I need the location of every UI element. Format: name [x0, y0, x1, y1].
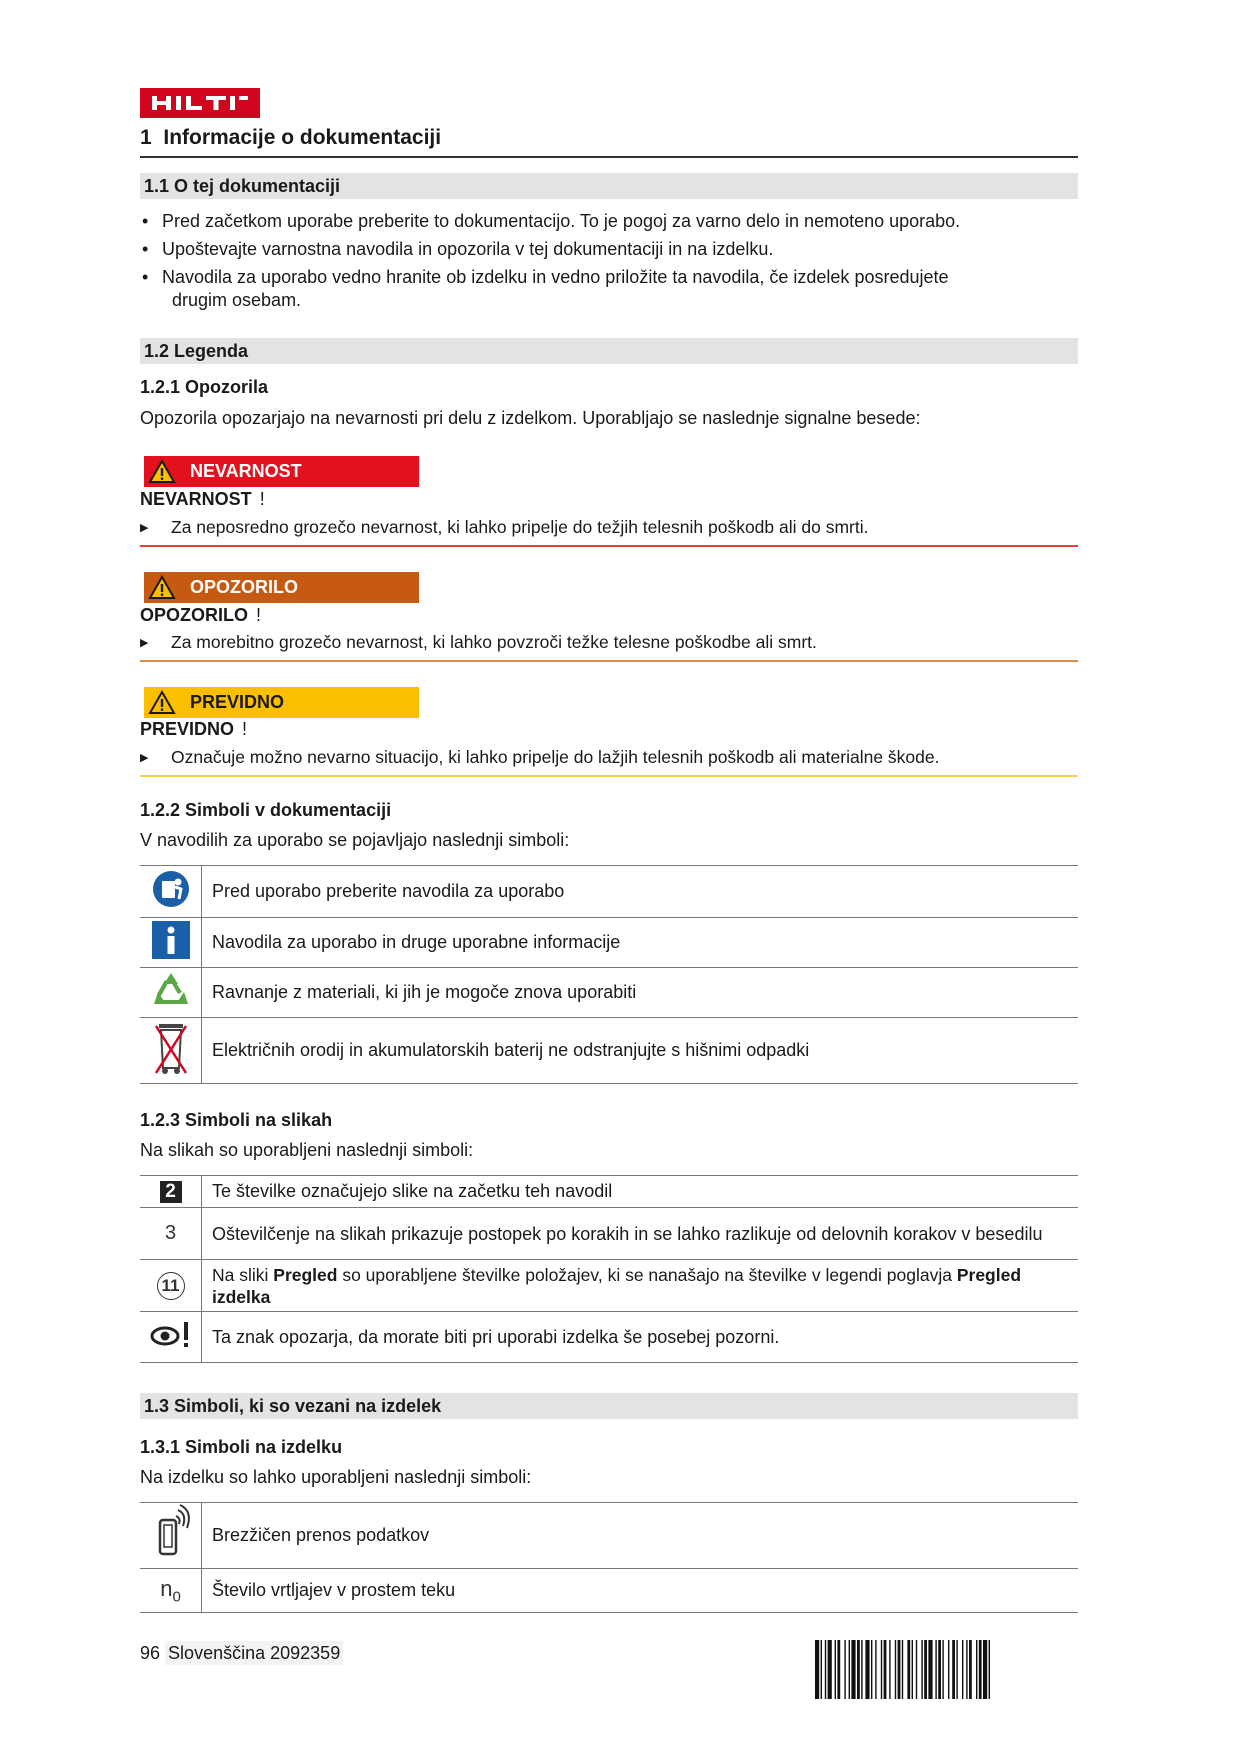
- warning-signal-bar: [144, 572, 419, 603]
- section-1-2-heading: 1.2 Legenda: [140, 338, 1078, 364]
- product-symbols-table: [140, 1502, 1078, 1613]
- recycle-icon: [151, 970, 191, 1010]
- arrow-bullet-icon: ▶: [140, 752, 149, 764]
- table-row: [140, 866, 1078, 918]
- table-row: [140, 1503, 1078, 1569]
- position-number-icon: 11: [157, 1272, 185, 1300]
- table-row: [140, 1312, 1078, 1363]
- product-symbols-intro: Na izdelku so lahko uporabljeni naslednji simboli:: [140, 1467, 532, 1487]
- doc-symbols-intro: V navodilih za uporabo se pojavljajo naslednji simboli:: [140, 830, 570, 850]
- symbol-description: Ravnanje z materiali, ki jih je mogoče znova uporabiti: [202, 968, 1079, 1018]
- section-1-heading: 1 Informacije o dokumentaciji: [140, 126, 1078, 158]
- caution-signal-bar: [144, 687, 419, 718]
- caution-bar-label: PREVIDNO: [190, 692, 285, 712]
- section-1-2-2-heading: 1.2.2 Simboli v dokumentaciji: [140, 800, 392, 820]
- read-manual-icon: [151, 869, 191, 909]
- info-icon: [151, 920, 191, 960]
- page-footer: [140, 1643, 343, 1664]
- instructions-list: [140, 210, 1140, 312]
- section-1-3-heading: 1.3 Simboli, ki so vezani na izdelek: [140, 1393, 1078, 1419]
- symbol-description: Na sliki Pregled so uporabljene številke položajev, ki se nanašajo na številke v legendi poglavja Pregled izdelka: [202, 1260, 1079, 1312]
- symbol-description: Oštevilčenje na slikah prikazuje postopek po korakih in se lahko razlikuje od delovnih korakov v besedilu: [202, 1208, 1079, 1260]
- symbol-description: Brezžičen prenos podatkov: [202, 1503, 1079, 1569]
- danger-description: ▶ Za neposredno grozečo nevarnost, ki lahko pripelje do težjih telesnih poškodb ali do smrti.: [140, 517, 1078, 547]
- danger-bar-label: NEVARNOST: [190, 461, 302, 481]
- list-item: • Pred začetkom uporabe preberite to dokumentacijo. To je pogoj za varno delo in nemoteno uporabo.: [140, 210, 1140, 233]
- wireless-transfer-icon: [151, 1504, 191, 1562]
- table-row: [140, 1176, 1078, 1208]
- table-row: [140, 918, 1078, 968]
- table-row: [140, 968, 1078, 1018]
- warnings-intro: Opozorila opozarjajo na nevarnosti pri delu z izdelkom. Uporabljajo se naslednje signalne besede:: [140, 408, 921, 428]
- footer-language: Slovenščina 2092359: [165, 1641, 343, 1665]
- section-1-2-1-heading: 1.2.1 Opozorila: [140, 377, 269, 397]
- danger-signal-bar: [144, 456, 419, 487]
- idle-speed-icon: $n_0$: [160, 1575, 181, 1606]
- arrow-bullet-icon: ▶: [140, 637, 149, 649]
- warning-bar-label: OPOZORILO: [190, 577, 298, 597]
- list-item: • Navodila za uporabo vedno hranite ob izdelku in vedno priložite ta navodila, če izdelek posredujete drugim osebam.: [140, 266, 1140, 312]
- step-number-icon: 3: [164, 1222, 177, 1244]
- caution-signal-word: PREVIDNO !: [140, 719, 248, 739]
- figure-symbols-intro: Na slikah so uporabljeni naslednji simboli:: [140, 1140, 474, 1160]
- warning-description: ▶ Za morebitno grozečo nevarnost, ki lahko povzroči težke telesne poškodbe ali smrt.: [140, 632, 1078, 662]
- table-row: [140, 1018, 1078, 1084]
- barcode-icon: [815, 1640, 1077, 1699]
- page-number: 96: [140, 1643, 161, 1663]
- warning-signal-word: OPOZORILO !: [140, 605, 262, 625]
- doc-symbols-table: [140, 865, 1078, 1084]
- figure-symbols-table: [140, 1175, 1078, 1363]
- table-row: [140, 1569, 1078, 1613]
- document-number: 2092359: [270, 1643, 341, 1663]
- eye-attention-icon: [149, 1320, 193, 1350]
- caution-description: ▶ Označuje možno nevarno situacijo, ki lahko pripelje do lažjih telesnih poškodb ali materialne škode.: [140, 747, 1078, 777]
- warning-triangle-icon: [148, 575, 176, 600]
- danger-signal-word: NEVARNOST !: [140, 489, 265, 509]
- symbol-description: Te številke označujejo slike na začetku teh navodil: [202, 1176, 1079, 1208]
- section-1-2-3-heading: 1.2.3 Simboli na slikah: [140, 1110, 333, 1130]
- symbol-description: Električnih orodij in akumulatorskih baterij ne odstranjujte s hišnimi odpadki: [202, 1018, 1079, 1084]
- symbol-description: Število vrtljajev v prostem teku: [202, 1569, 1079, 1613]
- section-1-1-heading: 1.1 O tej dokumentaciji: [140, 173, 1078, 199]
- symbol-description: Navodila za uporabo in druge uporabne informacije: [202, 918, 1079, 968]
- crossed-bin-icon: [151, 1018, 191, 1078]
- symbol-description: Pred uporabo preberite navodila za uporabo: [202, 866, 1079, 918]
- arrow-bullet-icon: ▶: [140, 522, 149, 534]
- section-1-3-1-heading: 1.3.1 Simboli na izdelku: [140, 1437, 343, 1457]
- table-row: [140, 1260, 1078, 1312]
- hilti-logo: [140, 88, 260, 118]
- table-row: [140, 1208, 1078, 1260]
- figure-number-icon: 2: [160, 1181, 182, 1203]
- list-item: • Upoštevajte varnostna navodila in opozorila v tej dokumentaciji in na izdelku.: [140, 238, 1140, 261]
- warning-triangle-icon: [148, 459, 176, 484]
- symbol-description: Ta znak opozarja, da morate biti pri uporabi izdelka še posebej pozorni.: [202, 1312, 1079, 1363]
- warning-triangle-icon: [148, 690, 176, 715]
